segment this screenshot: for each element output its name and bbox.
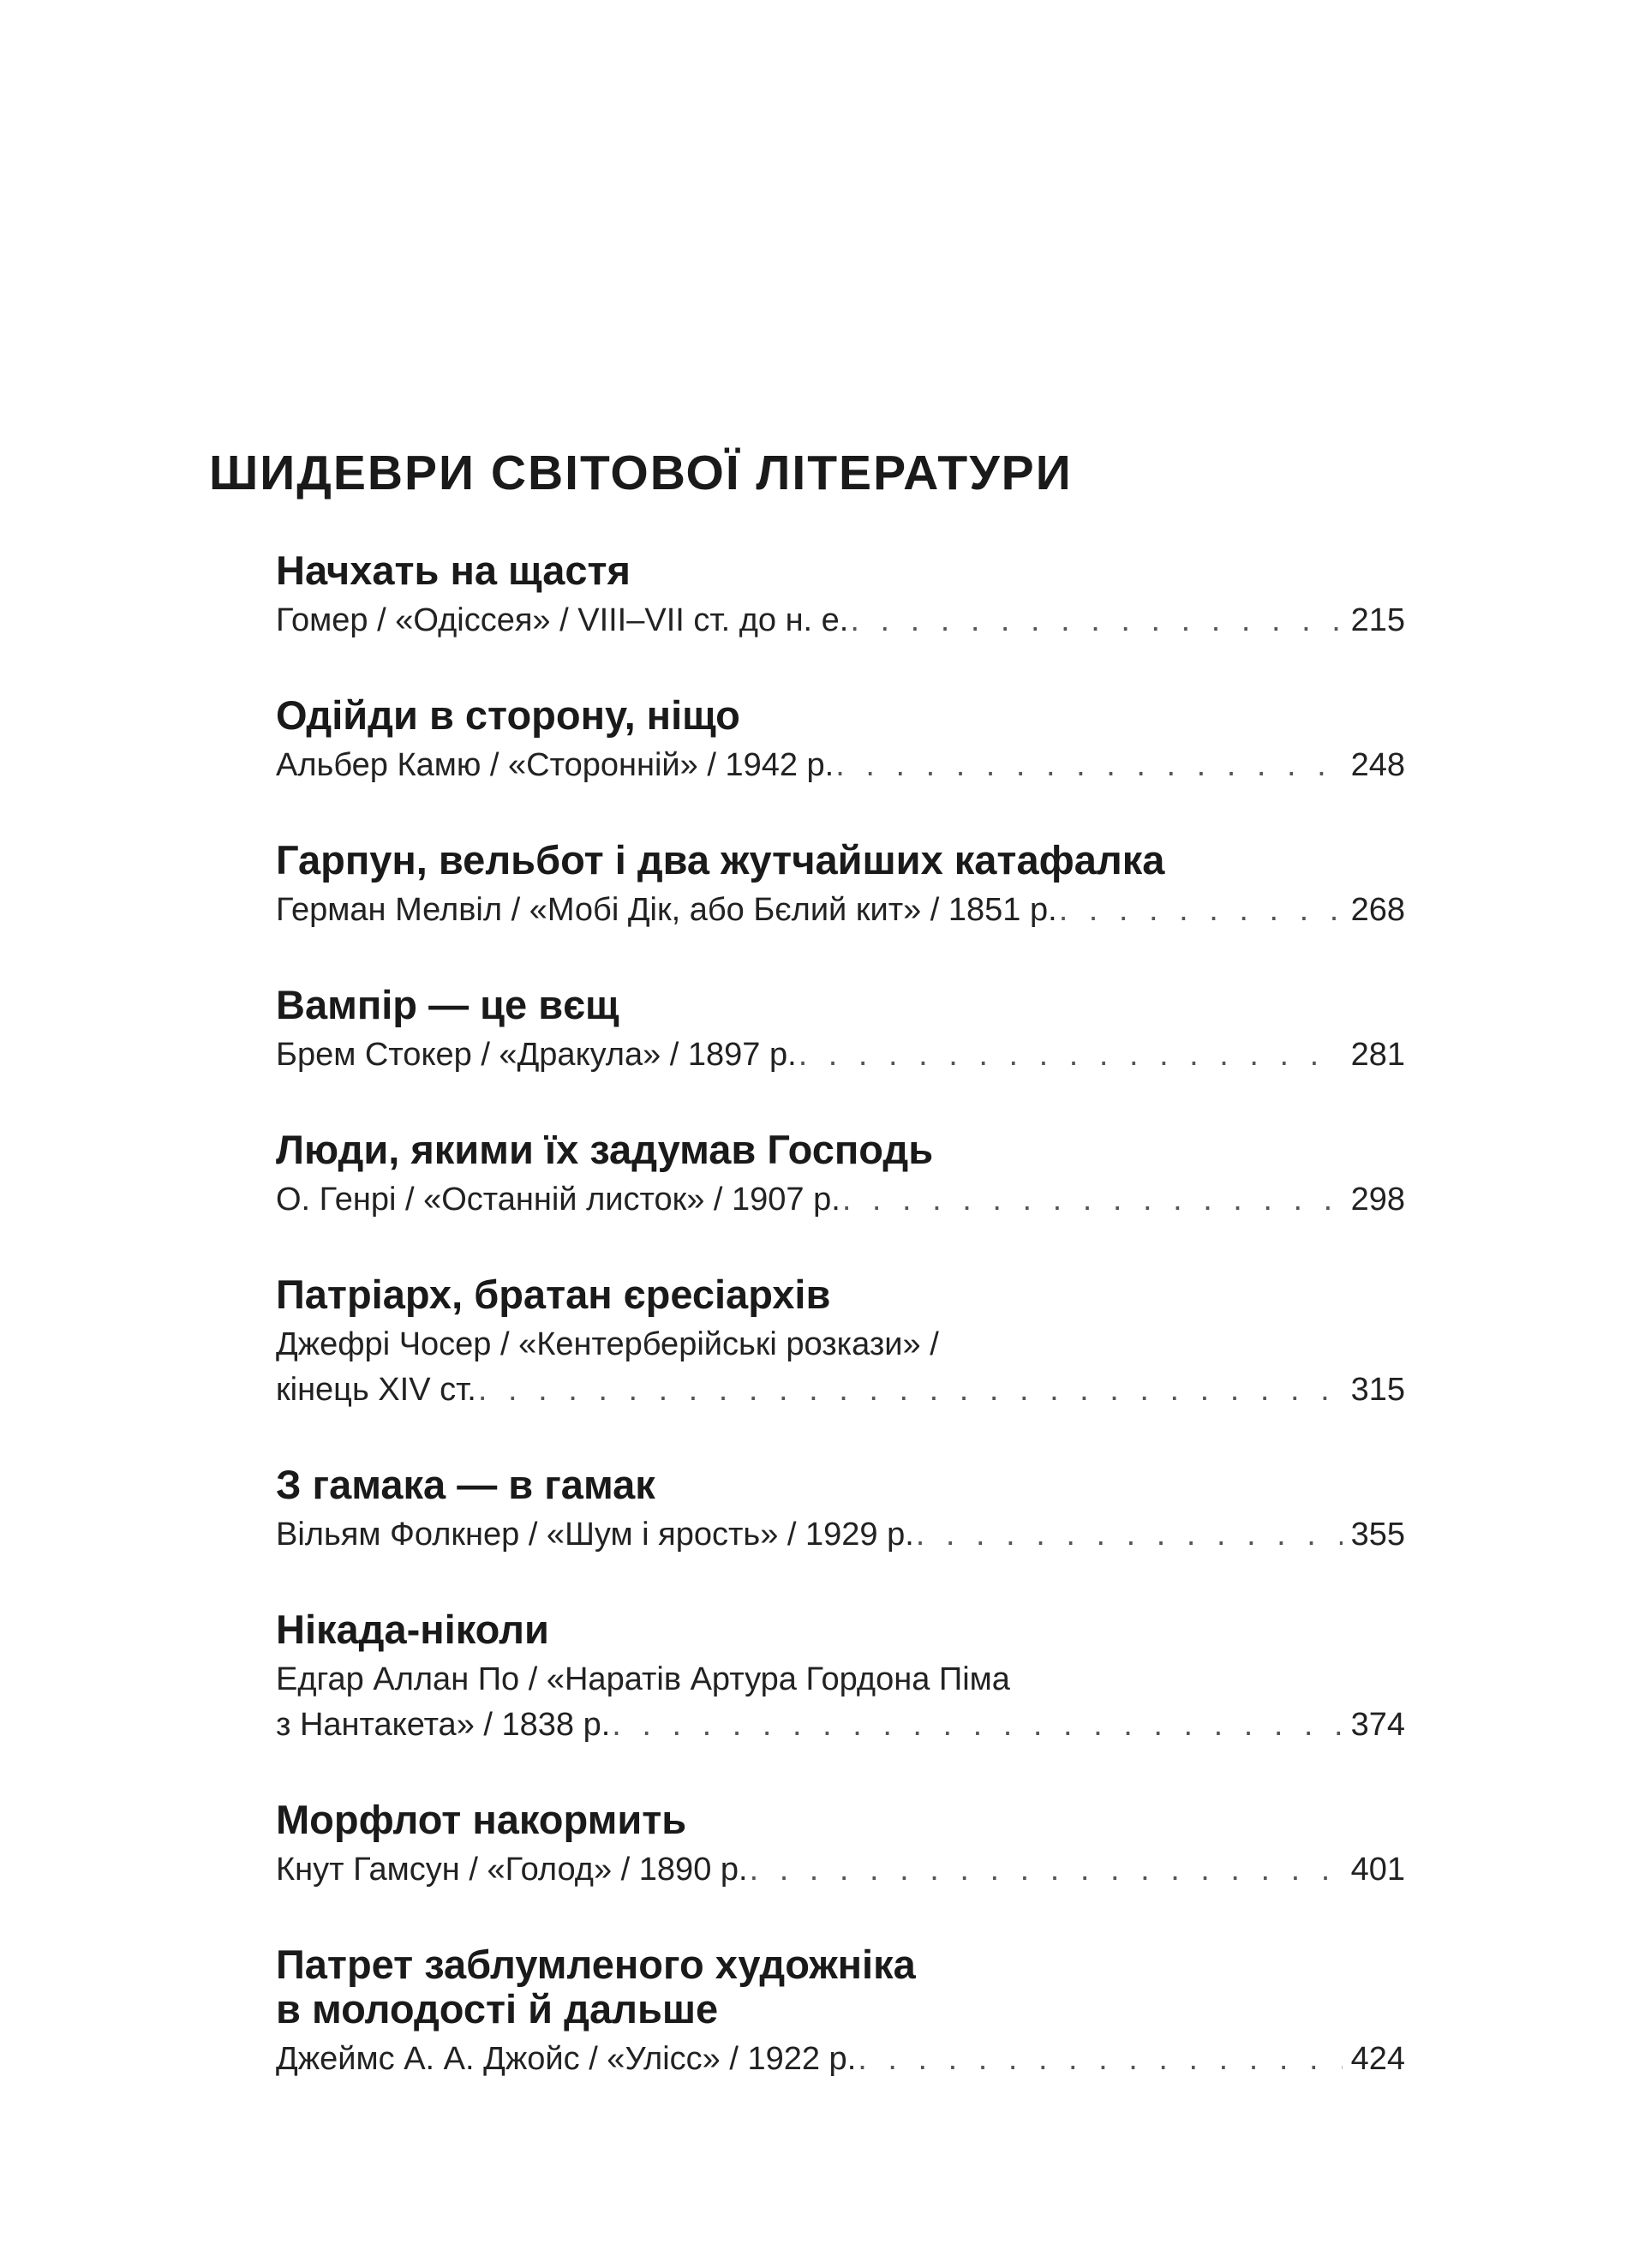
entry-leader-line: [276, 1367, 1405, 1413]
entry-title-line: Гарпун, вельбот і два жутчайших катафалка: [276, 837, 1165, 883]
entry-leader-line: [276, 743, 1405, 788]
entry-title-line: в молодості й дальше: [276, 1986, 719, 2032]
entry-description-line: Едгар Аллан По / «Наратів Артура Гордона Піма: [276, 1661, 1010, 1697]
entry-description: [276, 743, 1405, 788]
dot-leader: [799, 1032, 1343, 1078]
entry-title-line: Люди, якими їх задумав Господь: [276, 1127, 934, 1172]
toc-entry: [276, 1607, 1405, 1748]
entry-description: [276, 1847, 1405, 1893]
entry-description: [276, 888, 1405, 933]
entry-title: [276, 693, 1405, 738]
entry-title-line: Одійди в сторону, ніщо: [276, 692, 740, 738]
entry-description: [276, 1032, 1405, 1078]
entry-source: Альбер Камю / «Сторонній» / 1942 р.: [276, 747, 834, 783]
entry-leader-line: [276, 598, 1405, 643]
page-number: 268: [1350, 892, 1405, 928]
entry-leader-line: [276, 1847, 1405, 1893]
entry-title: [276, 548, 1405, 593]
dot-leader: [850, 598, 1342, 643]
toc-entry: [276, 1942, 1405, 2082]
entry-title-line: Нікада-ніколи: [276, 1607, 549, 1652]
dot-leader: [1059, 888, 1343, 933]
dot-leader: [612, 1702, 1342, 1748]
toc-entry: [276, 1798, 1405, 1893]
dot-leader: [858, 2037, 1342, 2082]
entry-description: [276, 1512, 1405, 1558]
page-number: 401: [1350, 1852, 1405, 1888]
dot-leader: [478, 1367, 1343, 1413]
toc-entry: [276, 1463, 1405, 1558]
entry-leader-line: [276, 1702, 1405, 1748]
page-number: 215: [1350, 602, 1405, 638]
entry-source: з Нантакета» / 1838 р.: [276, 1707, 611, 1743]
entry-title: [276, 1128, 1405, 1172]
toc-entry: [276, 1128, 1405, 1223]
page-number: 355: [1350, 1517, 1405, 1553]
dot-leader: [750, 1847, 1343, 1893]
dot-leader: [916, 1512, 1343, 1558]
entry-title: [276, 1942, 1405, 2032]
entry-leader-line: [276, 888, 1405, 933]
entry-title: [276, 983, 1405, 1027]
entry-title: [276, 838, 1405, 883]
entry-leader-line: [276, 2037, 1405, 2082]
page-number: 248: [1350, 747, 1405, 783]
entry-title-line: Патріарх, братан єресіархів: [276, 1272, 831, 1317]
entry-source: кінець XIV ст.: [276, 1372, 476, 1408]
toc-entry: [276, 693, 1405, 788]
entry-description-line: Джефрі Чосер / «Кентерберійські розкази» /: [276, 1326, 939, 1362]
toc-entry: [276, 983, 1405, 1078]
entry-title: [276, 1272, 1405, 1317]
entry-source: О. Генрі / «Останній листок» / 1907 р.: [276, 1182, 840, 1218]
entry-description: [276, 1657, 1405, 1748]
entry-title-line: З гамака — в гамак: [276, 1462, 655, 1507]
entry-source: Вільям Фолкнер / «Шум і ярость» / 1929 р.: [276, 1517, 914, 1553]
entry-leader-line: [276, 1177, 1405, 1223]
entry-description: [276, 1177, 1405, 1223]
entry-title: [276, 1798, 1405, 1842]
entry-title-line: Вампір — це вєщ: [276, 982, 619, 1027]
toc-entry: [276, 548, 1405, 643]
entry-source: Кнут Гамсун / «Голод» / 1890 р.: [276, 1852, 748, 1888]
page-number: 281: [1350, 1037, 1405, 1073]
toc-entry: [276, 838, 1405, 933]
dot-leader: [842, 1177, 1343, 1223]
entry-source: Гомер / «Одіссея» / VIII–VII ст. до н. е.: [276, 602, 849, 638]
page-number: 374: [1350, 1707, 1405, 1743]
entry-source: Герман Мелвіл / «Мобі Дік, або Бєлий кит» / 1851 р.: [276, 892, 1057, 928]
entry-title-line: Начхать на щастя: [276, 548, 631, 593]
entry-title-line: Морфлот накормить: [276, 1797, 687, 1842]
entry-leader-line: [276, 1032, 1405, 1078]
entry-title-line: Патрет заблумленого художніка: [276, 1942, 916, 1987]
entry-title: [276, 1607, 1405, 1652]
entry-source: Джеймс А. А. Джойс / «Улісс» / 1922 р.: [276, 2041, 857, 2077]
page-number: 315: [1350, 1372, 1405, 1408]
entry-description: [276, 2037, 1405, 2082]
dot-leader: [835, 743, 1342, 788]
entry-description: [276, 1322, 1405, 1413]
entry-source: Брем Стокер / «Дракула» / 1897 р.: [276, 1037, 797, 1073]
table-of-contents: [276, 548, 1405, 2132]
entry-description: [276, 598, 1405, 643]
page-number: 298: [1350, 1182, 1405, 1218]
entry-title: [276, 1463, 1405, 1507]
toc-entry: [276, 1272, 1405, 1413]
section-title: ШИДЕВРИ СВІТОВОЇ ЛІТЕРАТУРИ: [209, 446, 1073, 500]
entry-leader-line: [276, 1512, 1405, 1558]
page-number: 424: [1350, 2041, 1405, 2077]
